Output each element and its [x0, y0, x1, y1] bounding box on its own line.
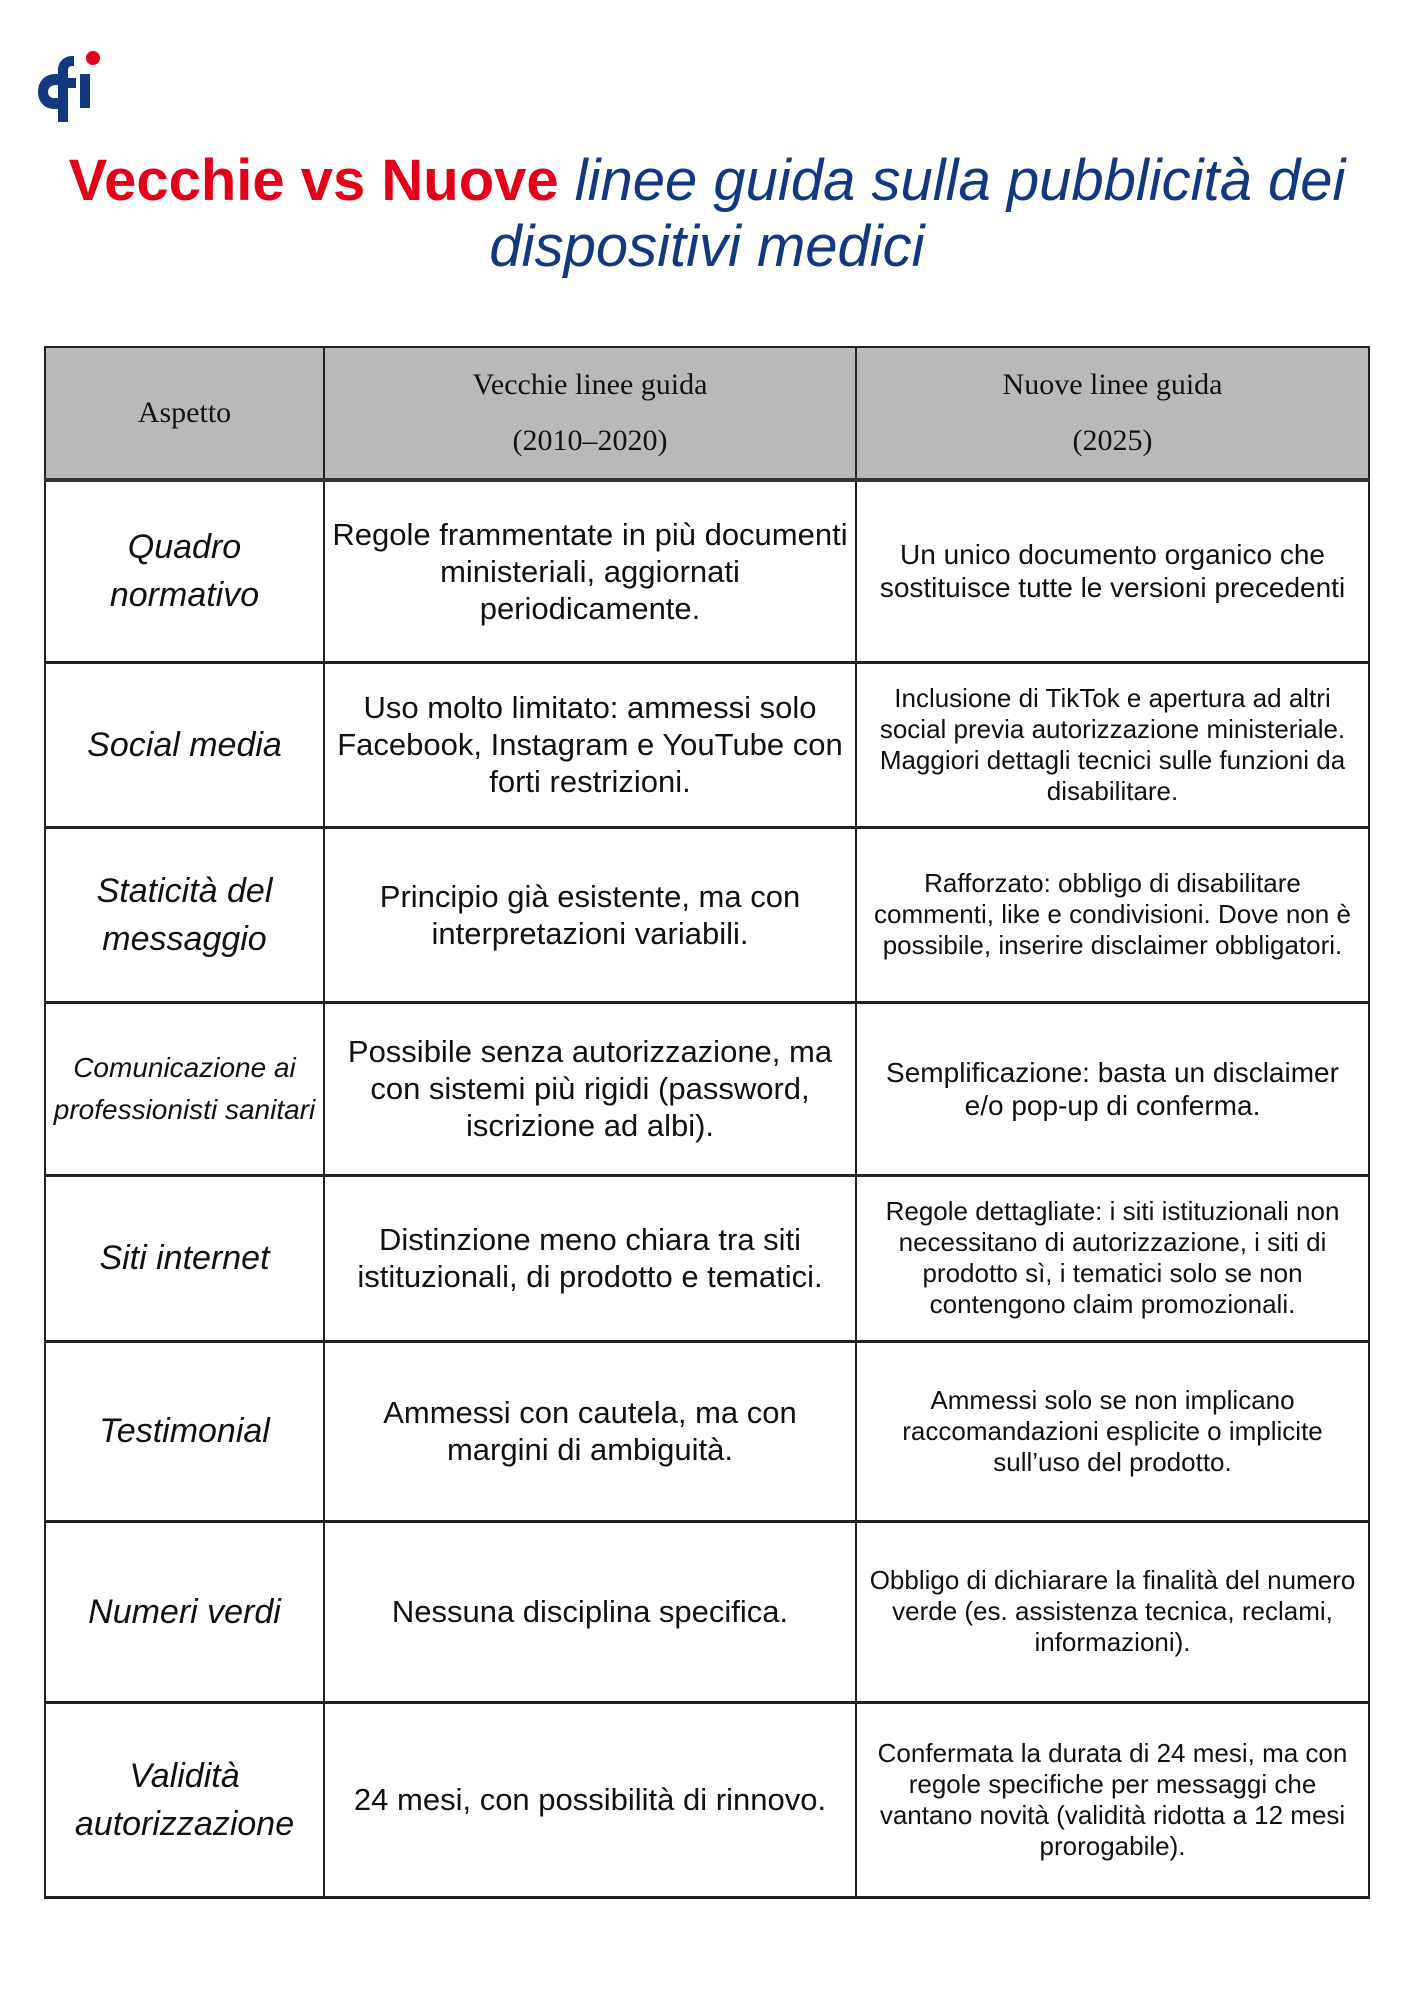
row-new: Semplificazione: basta un disclaimer e/o pop-up di conferma. — [856, 1002, 1369, 1175]
header-new — [856, 347, 1369, 480]
row-old: Nessuna disciplina specifica. — [324, 1521, 856, 1702]
table-row — [45, 1521, 1369, 1702]
row-aspect: Comunicazione ai professionisti sanitari — [45, 1002, 324, 1175]
logo-red-dot — [86, 51, 100, 65]
row-aspect: Numeri verdi — [45, 1521, 324, 1702]
row-aspect: Quadro normativo — [45, 480, 324, 662]
row-new: Ammessi solo se non implicano raccomandazioni esplicite o implicite sull’uso del prodotto. — [856, 1341, 1369, 1521]
logo-f-shape — [58, 56, 76, 122]
header-aspect: Aspetto — [45, 347, 324, 480]
header-old-years: (2010–2020) — [512, 424, 668, 457]
title-highlight: Vecchie vs Nuove — [68, 148, 559, 213]
row-aspect: Validità autorizzazione — [45, 1702, 324, 1897]
header-new-year: (2025) — [1072, 424, 1153, 457]
row-aspect: Social media — [45, 662, 324, 827]
row-old: Principio già esistente, ma con interpretazioni variabili. — [324, 827, 856, 1002]
title-rest: linee guida sulla pubblicità dei dispositivi medici — [489, 148, 1346, 279]
logo-g-shape — [38, 74, 58, 109]
table-row — [45, 827, 1369, 1002]
row-aspect: Staticità del messaggio — [45, 827, 324, 1002]
row-aspect: Siti internet — [45, 1175, 324, 1341]
row-new: Confermata la durata di 24 mesi, ma con regole specifiche per messaggi che vantano novità (validità ridotta a 12 mesi prorogabile). — [856, 1702, 1369, 1897]
gfi-logo — [36, 38, 106, 130]
row-old: 24 mesi, con possibilità di rinnovo. — [324, 1702, 856, 1897]
header-new-title: Nuove linee guida — [1002, 368, 1223, 401]
table-row — [45, 480, 1369, 662]
table-row — [45, 1002, 1369, 1175]
row-old: Uso molto limitato: ammessi solo Facebook, Instagram e YouTube con forti restrizioni. — [324, 662, 856, 827]
row-new: Rafforzato: obbligo di disabilitare commenti, like e condivisioni. Dove non è possibile, inserire disclaimer obbligatori. — [856, 827, 1369, 1002]
table-row — [45, 1175, 1369, 1341]
row-new: Obbligo di dichiarare la finalità del numero verde (es. assistenza tecnica, reclami, informazioni). — [856, 1521, 1369, 1702]
row-old: Possibile senza autorizzazione, ma con sistemi più rigidi (password, iscrizione ad albi). — [324, 1002, 856, 1175]
table-header-row — [45, 347, 1369, 480]
comparison-table — [44, 346, 1370, 1899]
row-new: Inclusione di TikTok e apertura ad altri social previa autorizzazione ministeriale. Maggiori dettagli tecnici sulle funzioni da disabilitare. — [856, 662, 1369, 827]
row-old: Regole frammentate in più documenti ministeriali, aggiornati periodicamente. — [324, 480, 856, 662]
row-old: Ammessi con cautela, ma con margini di ambiguità. — [324, 1341, 856, 1521]
table-row — [45, 662, 1369, 827]
logo-i-stem — [80, 74, 90, 108]
header-old-title: Vecchie linee guida — [472, 368, 708, 401]
page-title — [0, 148, 1414, 280]
table-row — [45, 1702, 1369, 1897]
header-old — [324, 347, 856, 480]
row-old: Distinzione meno chiara tra siti istituzionali, di prodotto e tematici. — [324, 1175, 856, 1341]
row-aspect: Testimonial — [45, 1341, 324, 1521]
table-row — [45, 1341, 1369, 1521]
row-new: Un unico documento organico che sostituisce tutte le versioni precedenti — [856, 480, 1369, 662]
row-new: Regole dettagliate: i siti istituzionali non necessitano di autorizzazione, i siti di prodotto sì, i tematici solo se non contengono claim promozionali. — [856, 1175, 1369, 1341]
